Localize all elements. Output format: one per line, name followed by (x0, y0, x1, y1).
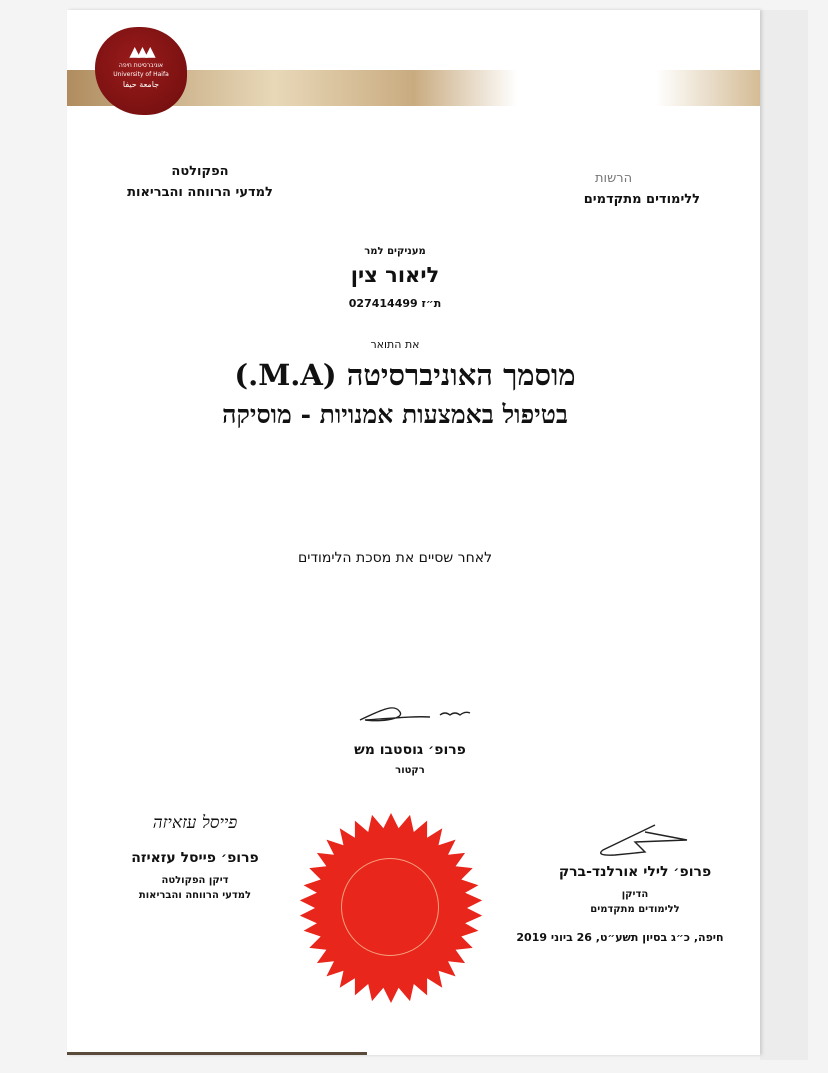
grad-dean-title2: ללימודים מתקדמים (590, 904, 680, 915)
faculty-dean-name: פרופ׳ פייסל עזאיזה (131, 850, 259, 866)
university-logo-icon: ▲▲▲ (129, 44, 153, 60)
faculty-dean-title1: דיקן הפקולטה (161, 875, 229, 886)
authority-heading (540, 168, 700, 210)
page-edge (760, 10, 808, 1060)
seal-arabic: جامعة حيفا (122, 80, 160, 89)
recipient-name: ליאור צין (350, 263, 440, 287)
seal-hebrew: אוניברסיטת חיפה (118, 62, 164, 69)
id-line (300, 297, 490, 310)
page-border (67, 1052, 367, 1055)
authority-line2: ללימודים מתקדמים (583, 192, 700, 207)
faculty-dean-signature: פייסל עזאיזה (152, 813, 238, 833)
rector-title: רקטור (395, 765, 425, 776)
awarded-to-label: מעניקים למר (364, 246, 426, 257)
id-number: 027414499 (348, 297, 418, 310)
university-seal-logo (95, 27, 187, 115)
faculty-line1: הפקולטה (171, 164, 229, 179)
id-label: ת״ז (421, 297, 442, 310)
degree-field: בטיפול באמצעות אמנויות - מוסיקה (222, 400, 568, 429)
grad-dean-title (560, 887, 710, 917)
faculty-dean-title (110, 873, 280, 903)
rector-signature (355, 700, 485, 728)
authority-line1: הרשות (595, 171, 633, 186)
issue-date: חיפה, כ״ג בסיון תשע״ט, 26 ביוני 2019 (516, 931, 724, 944)
grad-dean-signature (595, 820, 695, 860)
grad-dean-title1: הדיקן (621, 889, 649, 900)
rector-name: פרופ׳ גוסטבו מש (354, 742, 466, 758)
faculty-heading (110, 161, 290, 203)
completion-text: לאחר שסיים את מסכת הלימודים (297, 550, 493, 566)
seal-english: University of Haifa (113, 71, 169, 78)
faculty-line2: למדעי הרווחה והבריאות (127, 185, 273, 200)
grad-dean-name: פרופ׳ לילי אורלנד-ברק (558, 864, 712, 880)
faculty-dean-title2: למדעי הרווחה והבריאות (138, 890, 252, 901)
degree-title: מוסמך האוניברסיטה (M.A.) (234, 358, 576, 392)
degree-label: את התואר (370, 338, 420, 351)
